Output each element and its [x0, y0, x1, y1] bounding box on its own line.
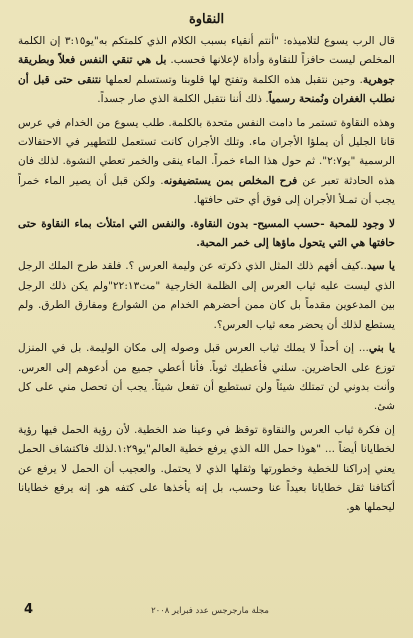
- text-run: . وحين نتقبل هذه الكلمة وتفتح لها قلوبنا وتستسلم لعملها: [101, 73, 363, 86]
- bold-text-run: فرح المخلص بمن يستضيفونه: [163, 174, 298, 187]
- text-run: قال الرب يسوع لتلاميذه: "أنتم أنقياء بسبب الكلام الذي كلمتكم به"يو٣:١٥ إن الكلمة المخلص ليست حافزاً للنقاوة وأداة لإعلانها فحسب.: [18, 35, 395, 67]
- paragraph: [18, 257, 395, 335]
- footer-credit: مجلة مارجرجس عدد فبراير ٢٠٠٨: [151, 606, 269, 616]
- text-run: وهذه النقاوة تستمر ما دامت النفس متحدة بالكلمة. طلب يسوع من الخدام في عرس قانا الجليل أن يملؤا الأجران ماء. وتلك الأجران كانت تستعمل للتطهير في الاحتفالات الرسمية "يو٢:٧". ثم حول هذا الماء خمراً. الماء ينقى والخمر تعطي النشوة. لذلك فان هذه الحادثة تعبر عن: [18, 116, 395, 187]
- text-run: إن فكرة ثياب العرس والنقاوة توقظ في وعينا ضد الخطية. لأن رؤية الحمل فيها رؤية لخطايانا أيضاً ... "هوذا حمل الله الذي يرفع خطية العالم"يو١:٢٩.لذلك فاكتشاف الحمل يعني إدراكنا للخطية وخطورتها وثقلها الذي لا يحتمل. والعجيب أن الحمل لا يرفع عن أكتافنا ثقل خطايانا بعيداً عنا وحسب، بل إنه يأخذها على كتفه هو. إنه يرفع خطايانا ليحملها هو.: [18, 423, 395, 514]
- paragraph: [18, 32, 395, 110]
- page-footer: [0, 600, 413, 630]
- page-number: 4: [24, 602, 34, 617]
- article-title: النقاوة: [188, 12, 225, 27]
- speaker-label: يا بني: [368, 342, 396, 355]
- speaker-label: يا سيد: [367, 260, 395, 273]
- paragraph: [18, 215, 395, 254]
- paragraph: [18, 339, 395, 417]
- text-run: ... إن أحداً لا يملك ثياب العرس قبل وصوله إلى مكان الوليمة. بل في المنزل توزع على الحاضرين. سلني فأعطيك ثوباً. فأنا أعطي جميع من أدعوهم إلى العرس. وأنت بدوني لن تمتلك شيئاً ولن تستطيع أن تفعل شيئاً. يجب أن تحصل مني على كل شئ.: [18, 342, 395, 413]
- bold-text-run: بل هي تنقي النفس فعلاً وبطريقة جوهرية: [18, 54, 395, 86]
- text-run: ..كيف أفهم ذلك المثل الذي ذكرته عن وليمة العرس ؟. فلقد طرح الملك الرجل الذي ليست عليه ثياب العرس إلى الظلمة الخارجية "مت٢٢:١٣"ولم يكن ذلك الرجل بين المدعوين مقدماً بل كان ممن أحضرهم الخدام من الشوارع ومفارق الطرق. ولم يستطع لذلك أن يحضر معه ثياب العرس؟.: [18, 260, 395, 331]
- article-body: [18, 10, 395, 522]
- text-run: . ولكن قبل أن يصير الماء خمراً يجب أن تمـلأ الأجران إلى فوق أي حتى حافتها.: [18, 174, 395, 207]
- bold-text-run: نتنقى حتى قبل أن نطلب الغفران ونُمنحة رسمياً: [18, 73, 395, 106]
- paragraph: [18, 421, 395, 518]
- bold-text-run: لا وجود للمحبة -حسب المسيح- بدون النقاوة. والنفس التي امتلأت بماء النقاوة حتى حافتها هي التي يتحول ماؤها إلى خمر المحبة.: [18, 217, 395, 250]
- text-run: . ذلك أننا نتقبل الكلمة الذي صار جسداً.: [97, 93, 269, 106]
- paragraph: [18, 114, 395, 211]
